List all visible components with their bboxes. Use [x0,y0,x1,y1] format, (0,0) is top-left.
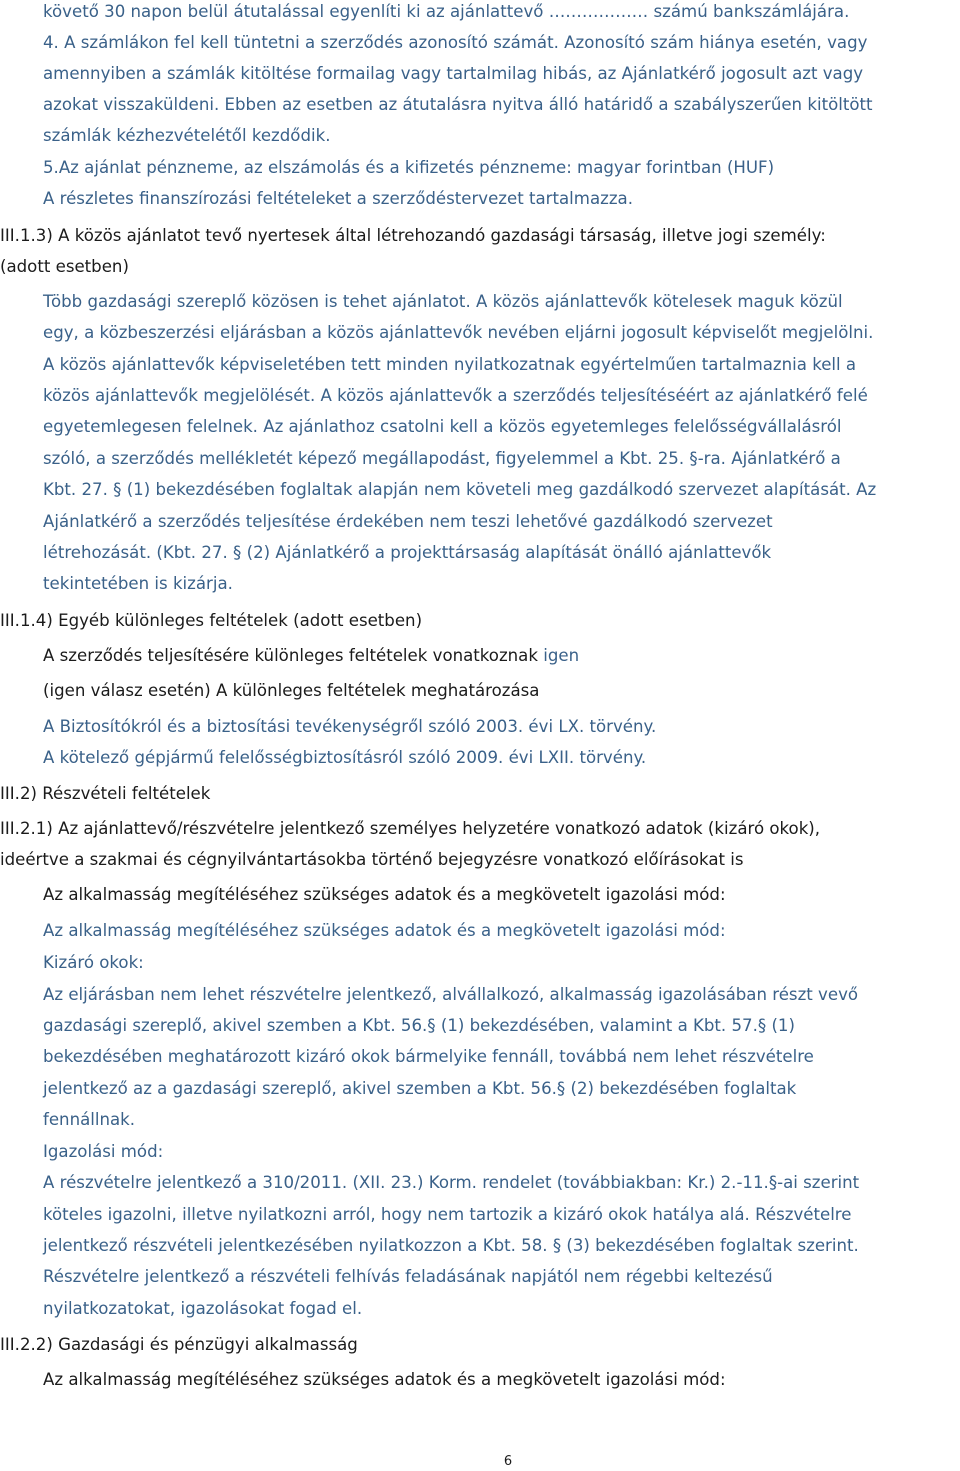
text-line [43,573,233,595]
text-line-content: tekintetében is kizárja. [43,574,233,593]
text-line-content: jelentkező részvételi jelentkezésében nyilatkozzon a Kbt. 58. § (3) bekezdésében foglaltak szerint. [43,1236,859,1255]
text-line [43,1,849,23]
text-line [43,1172,859,1194]
text-line-content: III.2.2) Gazdasági és pénzügyi alkalmasság [0,1335,358,1354]
text-line-content: 4. A számlákon fel kell tüntetni a szerződés azonosító számát. Azonosító szám hiánya esetén, vagy [43,33,868,52]
text-line [0,256,129,278]
text-line-content: Igazolási mód: [43,1142,164,1161]
page-number: 6 [503,1454,513,1469]
text-line [43,291,843,313]
text-line [0,225,826,247]
text-line [43,645,579,667]
text-line-content: A részletes finanszírozási feltételeket a szerződéstervezet tartalmazza. [43,189,633,208]
text-line-content: Kizáró okok: [43,953,144,972]
text-line [43,1015,795,1037]
text-line-content: azokat visszaküldeni. Ebben az esetben az átutalásra nyitva álló határidő a szabályszerűen kitöltött [43,95,873,114]
text-line [43,1109,135,1131]
text-line [43,354,856,376]
text-line-content: közös ajánlattevők megjelölését. A közös ajánlattevők a szerződés teljesítéséért az ajánlatkérő felé [43,386,868,405]
text-line-content: Több gazdasági szereplő közösen is tehet ajánlatot. A közös ajánlattevők kötelesek maguk közül [43,292,843,311]
text-line [43,479,876,501]
text-line [43,952,144,974]
text-line [43,157,774,179]
text-line [0,610,422,632]
text-line [43,416,842,438]
text-line-content: egy, a közbeszerzési eljárásban a közös ajánlattevők nevében eljárni jogosult képviselőt megjelölni. [43,323,874,342]
text-line [0,849,744,871]
text-line [43,63,863,85]
text-line-content: Ajánlatkérő a szerződés teljesítése érdekében nem teszi lehetővé gazdálkodó szervezet [43,512,773,531]
text-line [43,1369,726,1391]
text-line [43,448,841,470]
text-line-content: A részvételre jelentkező a 310/2011. (XII. 23.) Korm. rendelet (továbbiakban: Kr.) 2.-11.§-ai szerint [43,1173,860,1192]
text-line-content: (adott esetben) [0,257,129,276]
text-line-content: amennyiben a számlák kitöltése formailag vagy tartalmilag hibás, az Ajánlatkérő jogosult azt vagy [43,64,864,83]
text-line [43,984,858,1006]
text-line [43,680,539,702]
text-line [43,125,330,147]
text-line-content: A kötelező gépjármű felelősségbiztosításról szóló 2009. évi LXII. törvény. [43,748,647,767]
text-line-content: III.1.3) A közös ajánlatot tevő nyertesek által létrehozandó gazdasági társaság, illetve jogi személy: [0,226,826,245]
text-line [43,1235,859,1257]
text-line-content: fennállnak. [43,1110,136,1129]
text-line [43,188,633,210]
text-line-content: A szerződés teljesítésére különleges feltételek vonatkoznak [43,646,544,665]
text-line [43,1046,814,1068]
answer-value: igen [543,646,580,665]
text-line-content: egyetemlegesen felelnek. Az ajánlathoz csatolni kell a közös egyetemleges felelősségvállalásról [43,417,842,436]
text-line [43,747,646,769]
text-line-content: számlák kézhezvételétől kezdődik. [43,126,331,145]
text-line [43,385,868,407]
text-line [43,1204,851,1226]
text-line-content: ideértve a szakmai és cégnyilvántartásokba történő bejegyzésre vonatkozó előírásokat is [0,850,744,869]
text-line-content: jelentkező az a gazdasági szereplő, akivel szemben a Kbt. 56.§ (2) bekezdésében foglaltak [43,1079,797,1098]
text-line-content: Az alkalmasság megítéléséhez szükséges adatok és a megkövetelt igazolási mód: [43,921,726,940]
text-line-content: szóló, a szerződés mellékletét képező megállapodást, figyelemmel a Kbt. 25. §-ra. Ajánlatkérő a [43,449,841,468]
text-line [43,716,656,738]
text-line-content: III.1.4) Egyéb különleges feltételek (adott esetben) [0,611,423,630]
text-line-content: A Biztosítókról és a biztosítási tevékenységről szóló 2003. évi LX. törvény. [43,717,657,736]
text-line [43,1298,362,1320]
text-line [0,1334,358,1356]
text-line [43,511,773,533]
text-line-content: III.2) Részvételi feltételek [0,784,211,803]
text-line [43,1266,773,1288]
text-line-content: III.2.1) Az ajánlattevő/részvételre jelentkező személyes helyzetére vonatkozó adatok (kizáró okok), [0,819,821,838]
text-line-content: köteles igazolni, illetve nyilatkozni arról, hogy nem tartozik a kizáró okok hatálya alá. Részvételre [43,1205,852,1224]
text-line-content: A közös ajánlattevők képviseletében tett minden nyilatkozatnak egyértelműen tartalmaznia kell a [43,355,857,374]
text-line-content: létrehozását. (Kbt. 27. § (2) Ajánlatkérő a projekttársaság alapítását önálló ajánlattevők [43,543,772,562]
text-line-content: 5.Az ajánlat pénzneme, az elszámolás és a kifizetés pénzneme: magyar forintban (HUF) [43,158,775,177]
text-line-content: Az alkalmasság megítéléséhez szükséges adatok és a megkövetelt igazolási mód: [43,1370,726,1389]
text-line-content: gazdasági szereplő, akivel szemben a Kbt. 56.§ (1) bekezdésében, valamint a Kbt. 57.§ (1) [43,1016,795,1035]
text-line [43,322,873,344]
text-line-content: Kbt. 27. § (1) bekezdésében foglaltak alapján nem követeli meg gazdálkodó szervezet alapítását. Az [43,480,877,499]
text-line-content: Az alkalmasság megítéléséhez szükséges adatok és a megkövetelt igazolási mód: [43,885,726,904]
text-line [0,783,210,805]
text-line [43,542,771,564]
text-line [43,94,873,116]
text-line-content: követő 30 napon belül átutalással egyenlíti ki az ajánlattevő ……………… számú bankszámlájára. [43,2,850,21]
text-line [0,818,820,840]
text-line [43,1078,796,1100]
text-line-content: Az eljárásban nem lehet részvételre jelentkező, alvállalkozó, alkalmasság igazolásában részt vevő [43,985,859,1004]
text-line-content: (igen válasz esetén) A különleges feltételek meghatározása [43,681,540,700]
text-line-content: bekezdésében meghatározott kizáró okok bármelyike fennáll, továbbá nem lehet részvételre [43,1047,814,1066]
text-line-content: nyilatkozatokat, igazolásokat fogad el. [43,1299,363,1318]
text-line [43,32,867,54]
text-line [43,884,726,906]
text-line [43,920,726,942]
text-line-content: Részvételre jelentkező a részvételi felhívás feladásának napjától nem régebbi keltezésű [43,1267,773,1286]
text-line [43,1141,163,1163]
